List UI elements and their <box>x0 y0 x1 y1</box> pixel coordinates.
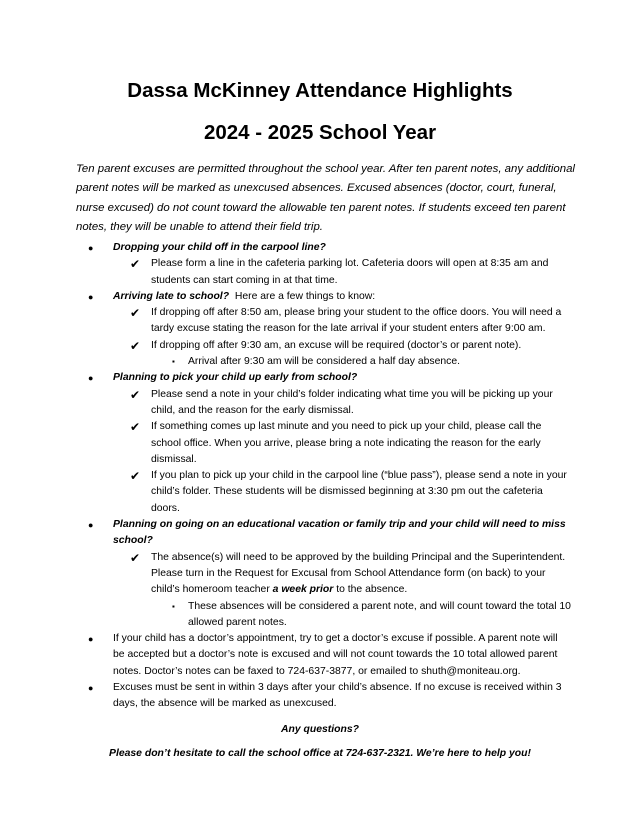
vacation-approval-text <box>151 552 565 596</box>
list-item-carpool-line <box>76 256 571 289</box>
list-item-late-930 <box>76 338 571 354</box>
carpool-line-text: Please form a line in the cafeteria parking lot. Cafeteria doors will open at 8:35 am and students can start coming in at that time. <box>151 258 549 286</box>
list-item-half-day <box>76 354 571 370</box>
checkmark-icon: ✔ <box>130 469 141 484</box>
highlights-list <box>76 240 571 713</box>
vacation-approval-emphasis: a week prior <box>272 584 334 596</box>
bullet-icon: ● <box>88 634 94 645</box>
checkmark-icon: ✔ <box>130 306 141 321</box>
vacation-approval-part1: The absence(s) will need to be approved by the building Principal and the Superintendent. Please turn in the Request for Excusal from School Attendance form (on back) to your child’s homeroom teacher <box>151 551 566 596</box>
list-item-early-carpool <box>76 468 571 517</box>
half-day-text: Arrival after 9:30 am will be considered a half day absence. <box>188 356 461 368</box>
late-arrival-heading: Arriving late to school? <box>113 290 230 302</box>
checkmark-icon: ✔ <box>130 387 141 402</box>
list-item-deadline <box>76 680 571 713</box>
late-930-text: If dropping off after 9:30 am, an excuse will be required (doctor’s or parent note). <box>151 339 522 351</box>
school-year-title: 2024 - 2025 School Year <box>203 121 437 144</box>
list-item-vacation-parent-note <box>76 599 571 632</box>
vacation-approval-part2: to the absence. <box>333 584 408 596</box>
early-note-text: Please send a note in your child’s folder indicating what time you will be picking up your child, and the reason for the early dismissal. <box>151 388 553 416</box>
list-item-early-pickup <box>76 370 571 386</box>
list-item-early-last-minute <box>76 419 571 468</box>
bullet-icon: ● <box>88 683 94 694</box>
vacation-parent-note-text: These absences will be considered a parent note, and will count toward the total 10 allowed parent notes. <box>188 600 571 628</box>
carpool-heading: Dropping your child off in the carpool line? <box>113 242 326 253</box>
early-carpool-text: If you plan to pick up your child in the carpool line (“blue pass”), please send a note in your child’s folder. These students will be dismissed beginning at 3:30 pm out the cafeteria doors. <box>151 470 567 514</box>
vacation-heading: Planning on going on an educational vacation or family trip and your child will need to miss school? <box>113 519 566 547</box>
closing-message: Please don’t hesitate to call the school office at 724-637-2321. We’re here to help you! <box>109 748 531 759</box>
doctor-text: If your child has a doctor’s appointment, try to get a doctor’s excuse if possible. A parent note will be accepted but a doctor’s note is excused and will not count towards the 10 total allowed parent notes. Doctor’s notes can be faxed to 724-637-3877, or emailed to shuth@moniteau.org. <box>113 633 558 677</box>
bullet-icon: ● <box>88 243 94 253</box>
list-item-early-note <box>76 387 571 420</box>
closing-question: Any questions? <box>281 724 359 735</box>
checkmark-icon: ✔ <box>130 420 141 435</box>
list-item-vacation <box>76 517 571 550</box>
checkmark-icon: ✔ <box>130 338 141 353</box>
list-item-doctor <box>76 631 571 680</box>
late-arrival-heading-suffix: Here are a few things to know: <box>229 290 376 302</box>
square-bullet-icon: ▪ <box>172 357 175 367</box>
square-bullet-icon: ▪ <box>172 601 175 611</box>
list-item-late-arrival <box>76 289 571 305</box>
deadline-text: Excuses must be sent in within 3 days after your child’s absence. If no excuse is received within 3 days, the absence will be marked as unexcused. <box>113 682 562 710</box>
list-item-carpool <box>76 240 571 256</box>
list-item-vacation-approval <box>76 550 571 599</box>
bullet-icon: ● <box>88 373 94 384</box>
bullet-icon: ● <box>88 520 94 531</box>
late-850-text: If dropping off after 8:50 am, please bring your student to the office doors. You will need a tardy excuse stating the reason for the late arrival if your student enters after 9:00 am. <box>151 307 562 335</box>
list-item-late-850 <box>76 305 571 338</box>
document-title: Dassa McKinney Attendance Highlights <box>127 79 513 102</box>
checkmark-icon: ✔ <box>130 550 141 565</box>
intro-paragraph: Ten parent excuses are permitted throughout the school year. After ten parent notes, any additional parent notes will be marked as unexcused absences. Excused absences (doctor, court, funeral, nurse excused) do not count toward the allowable ten parent notes. If students exceed ten parent notes, they will be unable to attend their field trip. <box>76 163 575 233</box>
bullet-icon: ● <box>88 291 94 302</box>
early-pickup-heading: Planning to pick your child up early from school? <box>113 372 358 384</box>
checkmark-icon: ✔ <box>130 257 141 272</box>
early-last-minute-text: If something comes up last minute and you need to pick up your child, please call the school office. When you arrive, please bring a note indicating the reason for the early dismissal. <box>151 421 542 465</box>
